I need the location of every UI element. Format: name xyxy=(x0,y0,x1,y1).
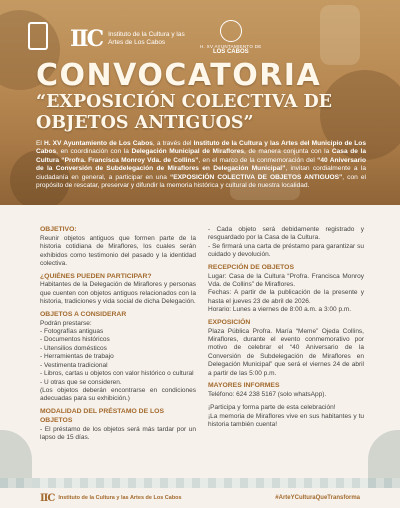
ayuntamiento-seal-icon xyxy=(220,20,242,42)
intro-bold: H. XV Ayuntamiento de Los Cabos xyxy=(43,140,153,147)
intro-text: , en el marco de la conmemoración del xyxy=(198,156,318,164)
objetivo-heading: OBJETIVO: xyxy=(40,226,77,233)
iic-logo-icon: IIC xyxy=(40,492,55,504)
iic-logo-icon: IIC xyxy=(70,26,103,52)
objetos-list xyxy=(40,328,196,387)
objetos-note: (Los objetos deberán encontrarse en condiciones adecuadas para su exhibición.) xyxy=(40,387,196,403)
quienes-heading: ¿QUIÉNES PUEDEN PARTICIPAR? xyxy=(40,272,152,280)
list-item: - Vestimenta tradicional xyxy=(40,361,108,369)
list-item: - Herramientas de trabajo xyxy=(40,353,114,361)
main-content xyxy=(40,226,364,474)
list-item: - Libros, cartas u objetos con valor histórico o cultural xyxy=(40,370,194,378)
municipal-seal-logo xyxy=(28,22,48,50)
exposicion-heading: EXPOSICIÓN xyxy=(208,318,251,326)
closing-text: ¡La memoria de Miraflores vive en sus habitantes y tu historia también cuenta! xyxy=(208,412,364,429)
list-item: - Fotografías antiguas xyxy=(40,327,104,335)
intro-text: , en coordinación con la xyxy=(56,148,132,156)
antique-frame-decoration xyxy=(320,5,360,65)
footer-hashtag: #ArteYCulturaQueTransforma xyxy=(275,495,360,501)
intro-bold: Casa de la Cultura “Profra. Francisca Monroy Vda. de Collins” xyxy=(36,148,366,164)
ayuntamiento-line1: H. XV AYUNTAMIENTO DE xyxy=(200,44,262,49)
intro-bold: Delegación Municipal de Miraflores xyxy=(131,148,245,156)
ayuntamiento-line2: LOS CABOS xyxy=(212,49,249,55)
modalidad-text: - El préstamo de los objetos será más tardar por un lapso de 15 días. xyxy=(40,425,196,442)
informes-heading: MAYORES INFORMES xyxy=(208,382,280,390)
intro-text: , invitan cordialmente a la ciudadanía en general, a participar en una xyxy=(36,165,366,181)
registro-text: - Cada objeto será debidamente registrado y resguardado por la Casa de la Cultura. xyxy=(208,226,364,242)
footer xyxy=(0,488,400,508)
page-subtitle: “EXPOSICIÓN COLECTIVA DE OBJETOS ANTIGUOS” xyxy=(36,92,333,134)
informes-text: Teléfono: 624 238 5167 (solo whatsApp). xyxy=(208,391,327,399)
page-title: CONVOCATORIA xyxy=(36,58,322,93)
intro-text: El xyxy=(36,140,44,147)
hero-banner xyxy=(0,0,400,205)
quienes-text: Habitantes de la Delegación de Miraflores y personas que cuenten con objetos antiguos relacionados con la historia, tradiciones y vida social de dicha Delegación. xyxy=(40,281,196,306)
ayuntamiento-logo xyxy=(200,20,262,55)
intro-paragraph xyxy=(36,140,366,205)
intro-bold: “40 Aniversario de la Conversión de Subdelegación de Miraflores en Delegación Municipal” xyxy=(36,156,366,173)
recepcion-lugar: Lugar: Casa de la Cultura “Profra. Francisca Monroy Vda. de Collins” de Miraflores. xyxy=(208,272,364,289)
institute-name: Instituto de la Cultura y las Artes de Los Cabos xyxy=(108,30,185,46)
right-column xyxy=(208,226,364,474)
institute-logo xyxy=(70,26,188,52)
recepcion-heading: RECEPCIÓN DE OBJETOS xyxy=(208,263,294,271)
list-item: - Documentos históricos xyxy=(40,336,110,344)
recepcion-horario: Horario: Lunes a viernes de 8:00 a.m. a 3:00 p.m. xyxy=(208,306,352,314)
objetos-heading: OBJETOS A CONSIDERAR xyxy=(40,310,127,318)
intro-text: , a través del xyxy=(152,140,194,147)
list-item: - Utensilios domésticos xyxy=(40,344,107,352)
closing-text: ¡Participa y forma parte de esta celebración! xyxy=(208,404,336,412)
intro-text: , con el propósito de rescatar, preservar y difundir la memoria histórica y cultural de nuestra localidad. xyxy=(36,173,366,190)
intro-bold: “EXPOSICIÓN COLECTIVA DE OBJETOS ANTIGUOS” xyxy=(169,173,343,181)
recepcion-fechas: Fechas: A partir de la publicación de la presente y hasta el jueves 23 de abril de 2026. xyxy=(208,289,364,305)
carta-text: - Se firmará una carta de préstamo para garantizar su cuidado y devolución. xyxy=(208,242,364,259)
left-column xyxy=(40,226,196,474)
objetos-intro: Podrán prestarse: xyxy=(40,319,92,327)
intro-bold: Instituto de la Cultura y las Artes del Municipio de Los Cabos xyxy=(36,140,366,156)
seal-icon xyxy=(28,22,48,50)
list-item: - U otras que se consideren. xyxy=(40,378,122,386)
objetivo-text: Reunir objetos antiguos que formen parte de la historia cotidiana de Miraflores, los cuales serán exhibidos como testimonio del pasado y la identidad colectiva. xyxy=(40,234,196,268)
footer-org: Instituto de la Cultura y las Artes de Los Cabos xyxy=(58,495,182,501)
modalidad-heading: MODALIDAD DEL PRÉSTAMO DE LOS OBJETOS xyxy=(40,407,164,424)
intro-text: , de manera conjunta con la xyxy=(244,148,332,156)
exposicion-text: Plaza Pública Profra. María “Meme” Ojeda Collins, Miraflores, durante el evento conmemorativo por motivo de celebrar el “40 Aniversario de la Conversión de Subdelegación de Miraflores en Delegación Municipal” que será el viernes 24 de abril a partir de las 5:00 p.m. xyxy=(208,327,364,377)
footer-logo xyxy=(40,493,182,504)
